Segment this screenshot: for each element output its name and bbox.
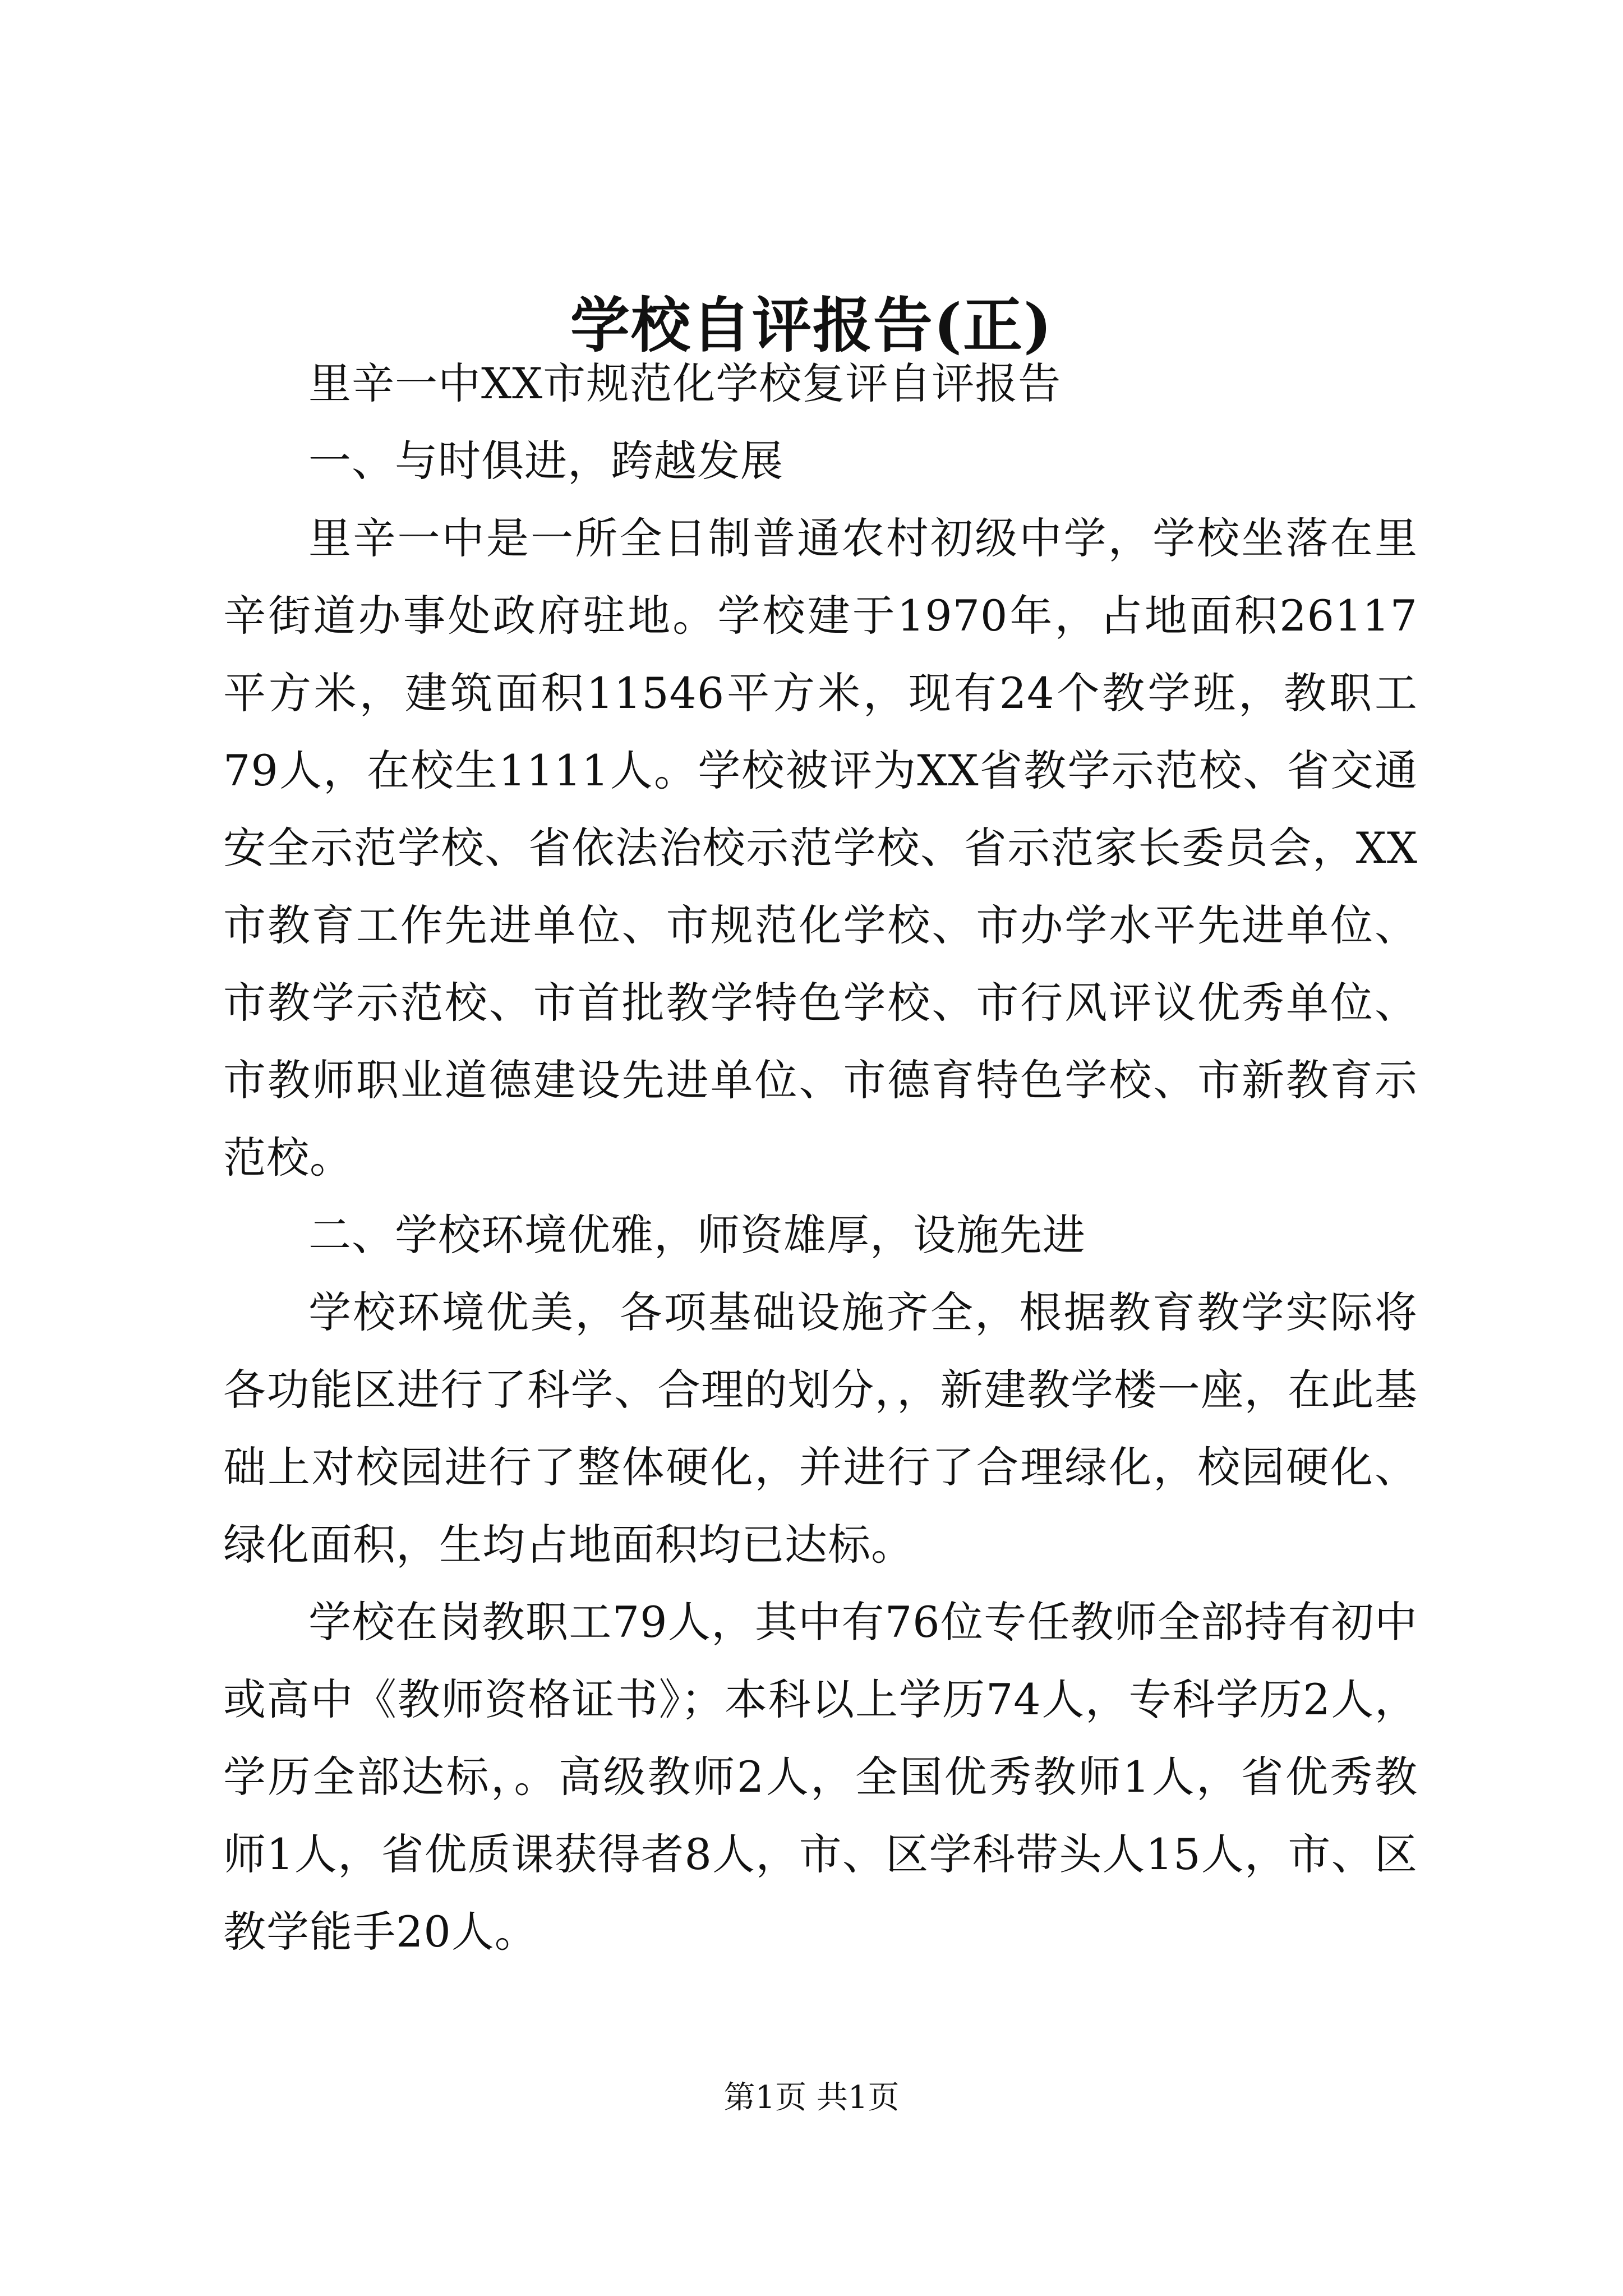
document-body — [223, 345, 1418, 1971]
body-paragraph: 学校在岗教职工79人，其中有76位专任教师全部持有初中或高中《教师资格证书》；本科以上学历74人，专科学历2人，学历全部达标，。高级教师2人，全国优秀教师1人，省优秀教师1人，省优质课获得者8人，市、区学科带头人15人，市、区教学能手20人。 — [223, 1597, 1418, 1957]
section-heading-1: 一、与时俱进，跨越发展 — [308, 436, 783, 486]
document-title: 学校自评报告(正) — [570, 290, 1053, 360]
report-subtitle: 里辛一中XX市规范化学校复评自评报告 — [308, 358, 1062, 408]
page-number-footer: 第1页 共1页 — [723, 2079, 900, 2116]
body-paragraph: 学校环境优美，各项基础设施齐全，根据教育教学实际将各功能区进行了科学、合理的划分，，新建教学楼一座，在此基础上对校园进行了整体硬化，并进行了合理绿化，校园硬化、绿化面积，生均占地面积均已达标。 — [223, 1287, 1418, 1570]
body-paragraph: 里辛一中是一所全日制普通农村初级中学，学校坐落在里辛街道办事处政府驻地。学校建于1970年，占地面积26117平方米，建筑面积11546平方米，现有24个教学班，教职工79人，在校生1111人。学校被评为XX省教学示范校、省交通安全示范学校、省依法治校示范学校、省示范家长委员会，XX市教育工作先进单位、市规范化学校、市办学水平先进单位、市教学示范校、市首批教学特色学校、市行风评议优秀单位、市教师职业道德建设先进单位、市德育特色学校、市新教育示范校。 — [223, 513, 1418, 1182]
section-heading-2: 二、学校环境优雅，师资雄厚，设施先进 — [308, 1210, 1086, 1260]
